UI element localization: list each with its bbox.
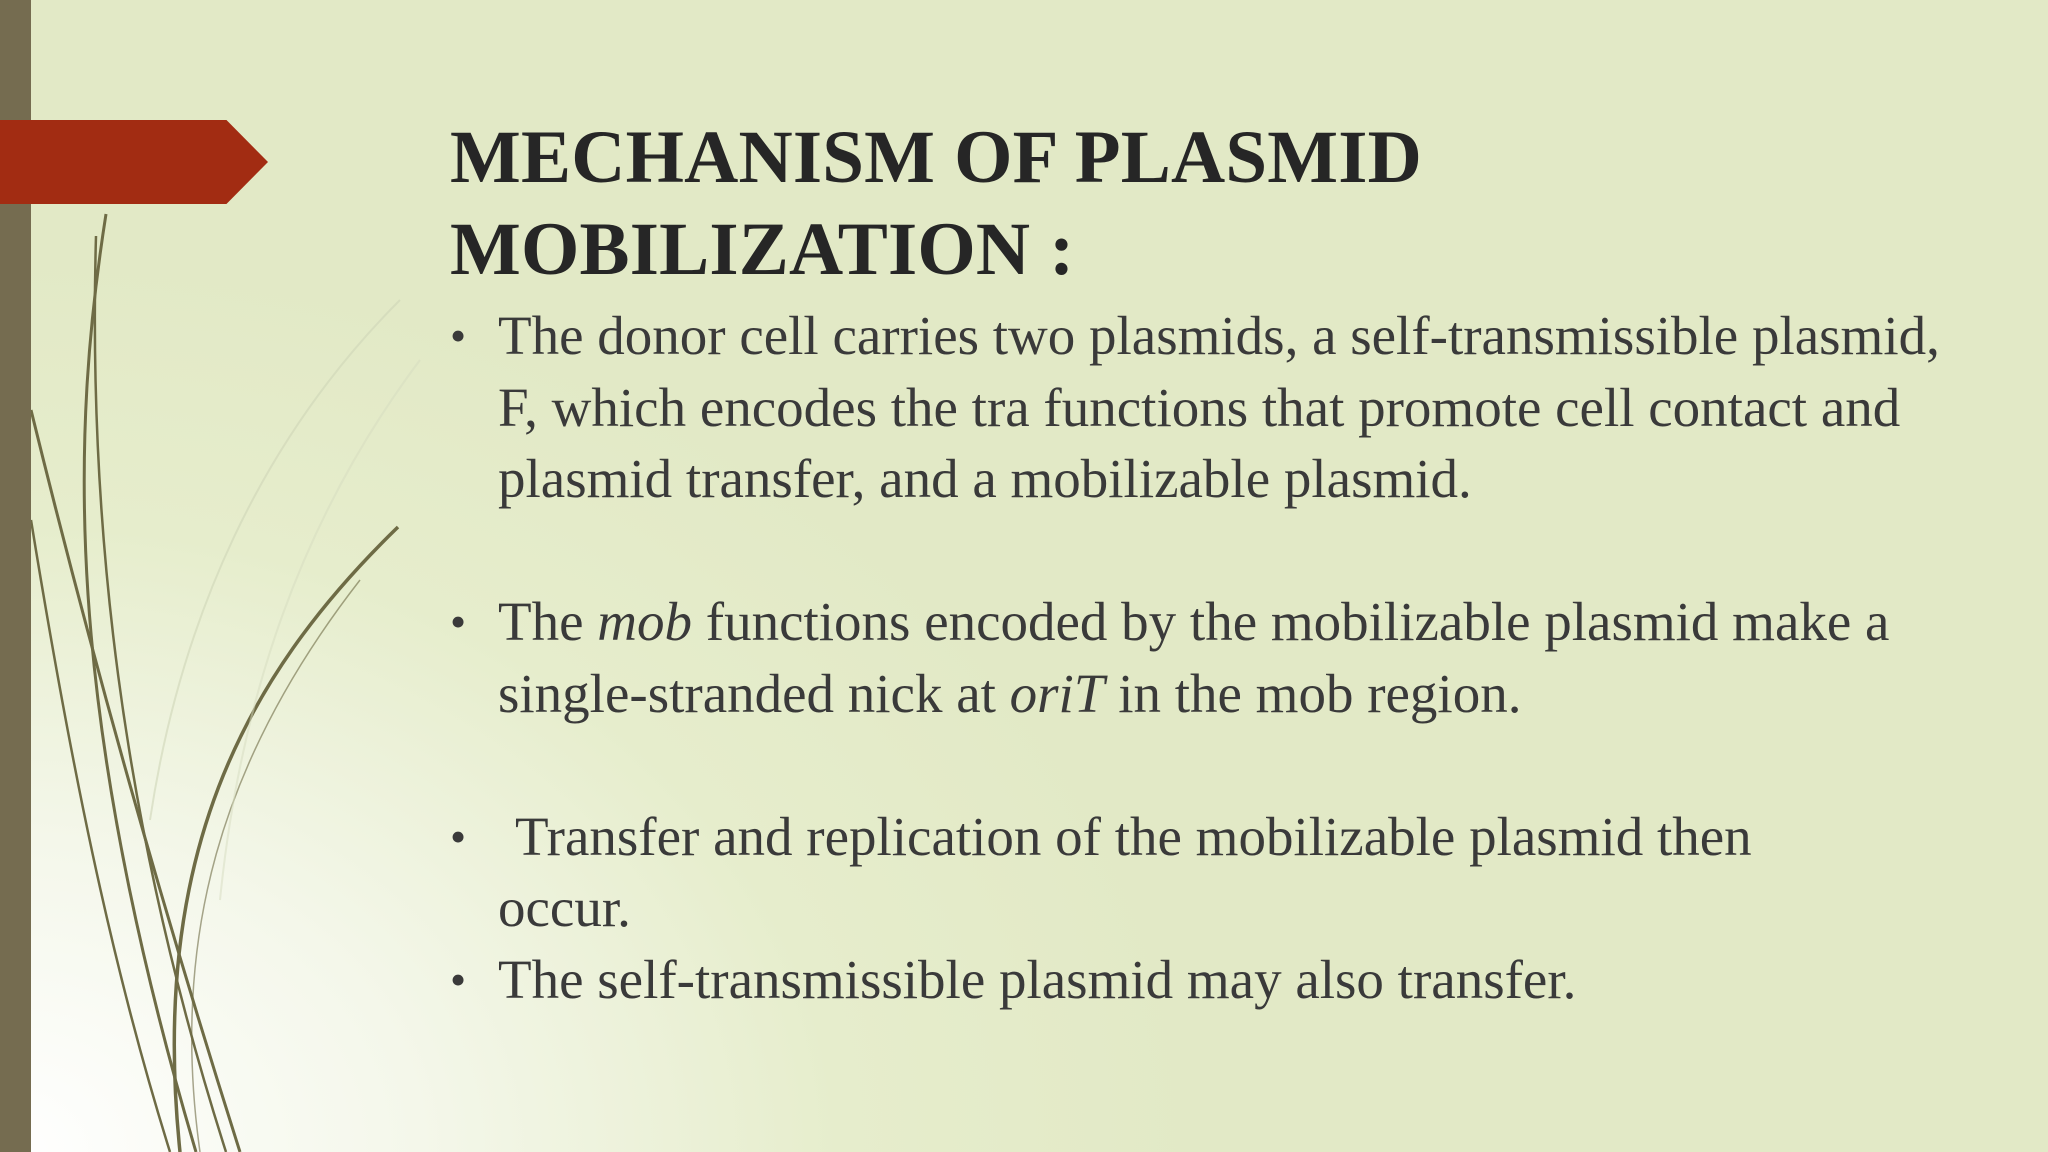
bullet-item-3: [450, 801, 1950, 944]
bullet-text-3b: occur.: [498, 877, 631, 938]
bullet-item-4: [450, 944, 1950, 1016]
bullet-item-1: [450, 300, 1950, 515]
grass-line-faint: [150, 300, 400, 820]
bullet-dot: •: [450, 310, 467, 361]
grass-line-faint: [220, 360, 420, 900]
bullet-text-1: The donor cell carries two plasmids, a self-transmissible plasmid, F, which encodes the tra functions that promote cell contact and plasmid transfer, and a mobilizable plasmid.: [498, 305, 1940, 509]
title-arrow-marker: [0, 120, 268, 204]
bullet-text-2c: in the mob region.: [1104, 662, 1522, 724]
bullet-text-2b: functions encoded by the mobilizable plasmid make a single-stranded nick at: [498, 591, 1890, 724]
bullet-list: [450, 300, 1950, 1015]
slide-title: [450, 112, 1950, 296]
bullet-text-3a: Transfer and replication of the mobilizable plasmid then: [515, 805, 1752, 867]
grass-line: [192, 580, 360, 1152]
grass-line: [174, 527, 398, 1152]
grass-line: [95, 236, 226, 1152]
bullet-text-4: The self-transmissible plasmid may also transfer.: [498, 948, 1577, 1010]
title-line-2: MOBILIZATION :: [450, 208, 1075, 291]
bullet-dot: •: [450, 953, 467, 1005]
bullet-text-2a: The: [498, 591, 598, 652]
grass-line: [31, 520, 170, 1152]
bullet-dot: •: [450, 596, 467, 647]
bullet-text-2-orit: oriT: [1009, 662, 1105, 724]
bullet-text-2-mob: mob: [597, 591, 692, 652]
bullet-item-2: [450, 586, 1950, 729]
title-line-1: MECHANISM OF PLASMID: [450, 116, 1423, 199]
bullet-dot: •: [450, 810, 467, 862]
